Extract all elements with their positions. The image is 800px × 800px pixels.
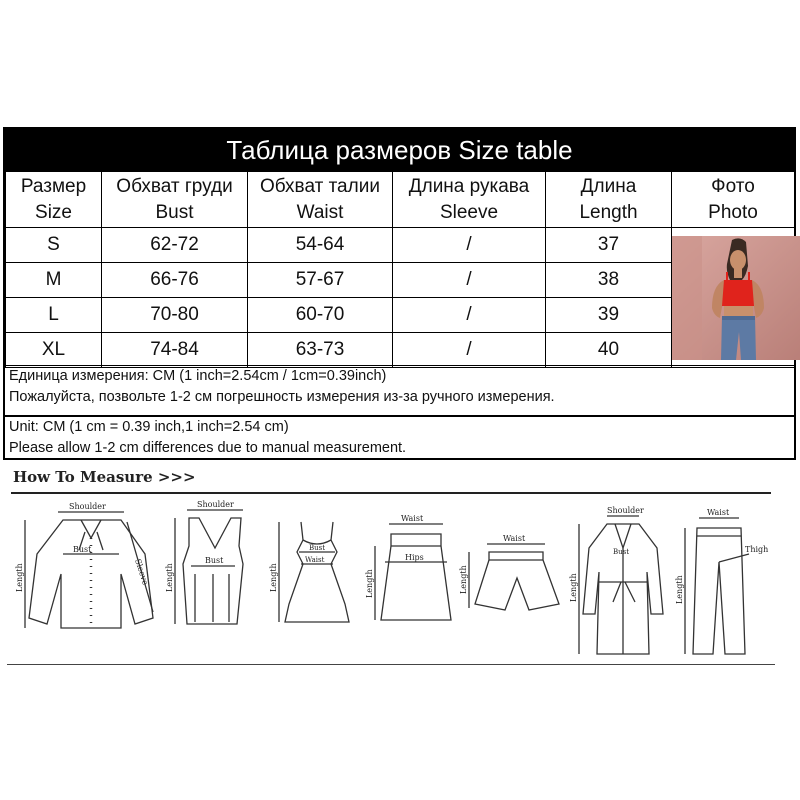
- cell-waist: 60-70: [248, 298, 393, 333]
- blouse-diagram-icon: [25, 512, 153, 628]
- cell-waist: 54-64: [248, 228, 393, 263]
- header-length-en: Length: [579, 201, 638, 223]
- cell-sleeve: /: [393, 263, 546, 298]
- skirt-diagram-icon: [375, 524, 451, 620]
- notes-english: [5, 415, 794, 460]
- table-row: [6, 228, 795, 263]
- label-bust-3: Bust: [309, 544, 326, 552]
- header-waist: [248, 172, 393, 228]
- header-sleeve-en: Sleeve: [439, 201, 499, 223]
- shorts-diagram-icon: [469, 544, 559, 610]
- label-waist-4: Waist: [401, 514, 424, 523]
- cell-waist: 57-67: [248, 263, 393, 298]
- header-size-en: Size: [35, 201, 72, 223]
- label-length-4: Length: [365, 569, 374, 598]
- cell-sleeve: /: [393, 228, 546, 263]
- size-table-title: Таблица размеров Size table: [5, 129, 794, 171]
- label-length-1: Length: [15, 563, 24, 592]
- label-sleeve: Sleeve: [133, 557, 150, 587]
- header-waist-en: Waist: [296, 201, 344, 223]
- notes-russian: [5, 365, 794, 412]
- label-length-2: Length: [165, 563, 174, 592]
- trousers-diagram-icon: [685, 518, 749, 654]
- allowance-note-ru: Пожалуйста, позвольте 1-2 см погрешность измерения из-за ручного измерения.: [9, 389, 555, 405]
- dress-diagram-icon: [279, 522, 349, 622]
- cell-bust: 74-84: [102, 333, 248, 368]
- measurement-diagrams: [3, 462, 796, 662]
- label-bust-2: Bust: [205, 556, 224, 565]
- label-length-5: Length: [459, 565, 468, 594]
- label-waist-7: Waist: [707, 508, 730, 517]
- size-table: [5, 171, 795, 368]
- label-length-3: Length: [269, 563, 278, 592]
- product-photo-cell: [672, 228, 795, 368]
- cell-bust: 66-76: [102, 263, 248, 298]
- cell-sleeve: /: [393, 298, 546, 333]
- header-bust-en: Bust: [155, 201, 194, 223]
- cell-bust: 70-80: [102, 298, 248, 333]
- label-length-7: Length: [675, 575, 684, 604]
- header-photo-en: Photo: [708, 201, 758, 223]
- header-sleeve: [393, 172, 546, 228]
- cell-length: 37: [546, 228, 672, 263]
- label-shoulder-1: Shoulder: [69, 502, 106, 511]
- header-waist-ru: Обхват талии: [260, 175, 380, 197]
- label-thigh: Thigh: [745, 545, 769, 554]
- cell-length: 40: [546, 333, 672, 368]
- cell-bust: 62-72: [102, 228, 248, 263]
- unit-note-ru: Единица измерения: CM (1 inch=2.54cm / 1cm=0.39inch): [9, 368, 387, 384]
- section-bottom-rule: [7, 664, 775, 665]
- coat-diagram-icon: [579, 516, 663, 654]
- cell-length: 39: [546, 298, 672, 333]
- header-size: [6, 172, 102, 228]
- how-to-measure-section: [3, 462, 796, 667]
- cell-size: S: [6, 228, 102, 263]
- cell-size: M: [6, 263, 102, 298]
- allowance-note-en: Please allow 1-2 cm differences due to manual measurement.: [9, 440, 407, 456]
- header-photo: [672, 172, 795, 228]
- label-waist-3: Waist: [305, 556, 325, 564]
- header-photo-ru: Фото: [711, 175, 755, 197]
- header-sleeve-ru: Длина рукава: [408, 175, 530, 197]
- label-shoulder-2: Shoulder: [197, 500, 234, 509]
- label-hips: Hips: [405, 553, 424, 562]
- cell-length: 38: [546, 263, 672, 298]
- label-length-6: Length: [569, 573, 578, 602]
- cell-size: L: [6, 298, 102, 333]
- label-shoulder-6: Shoulder: [607, 506, 644, 515]
- header-size-ru: Размер: [20, 175, 87, 197]
- how-to-measure-title: How To Measure >>>: [13, 468, 196, 486]
- cell-size: XL: [6, 333, 102, 368]
- table-header-row: [6, 172, 795, 228]
- header-bust-ru: Обхват груди: [116, 175, 233, 197]
- header-length-ru: Длина: [580, 175, 637, 197]
- label-bust-6: Bust: [613, 548, 630, 556]
- header-bust: [102, 172, 248, 228]
- unit-note-en: Unit: CM (1 cm = 0.39 inch,1 inch=2.54 cm): [9, 419, 289, 435]
- size-chart: [3, 127, 796, 460]
- header-length: [546, 172, 672, 228]
- label-bust-1: Bust: [73, 545, 92, 554]
- label-waist-5: Waist: [503, 534, 526, 543]
- cell-waist: 63-73: [248, 333, 393, 368]
- cell-sleeve: /: [393, 333, 546, 368]
- tank-top-diagram-icon: [175, 510, 243, 624]
- product-photo: [672, 236, 800, 360]
